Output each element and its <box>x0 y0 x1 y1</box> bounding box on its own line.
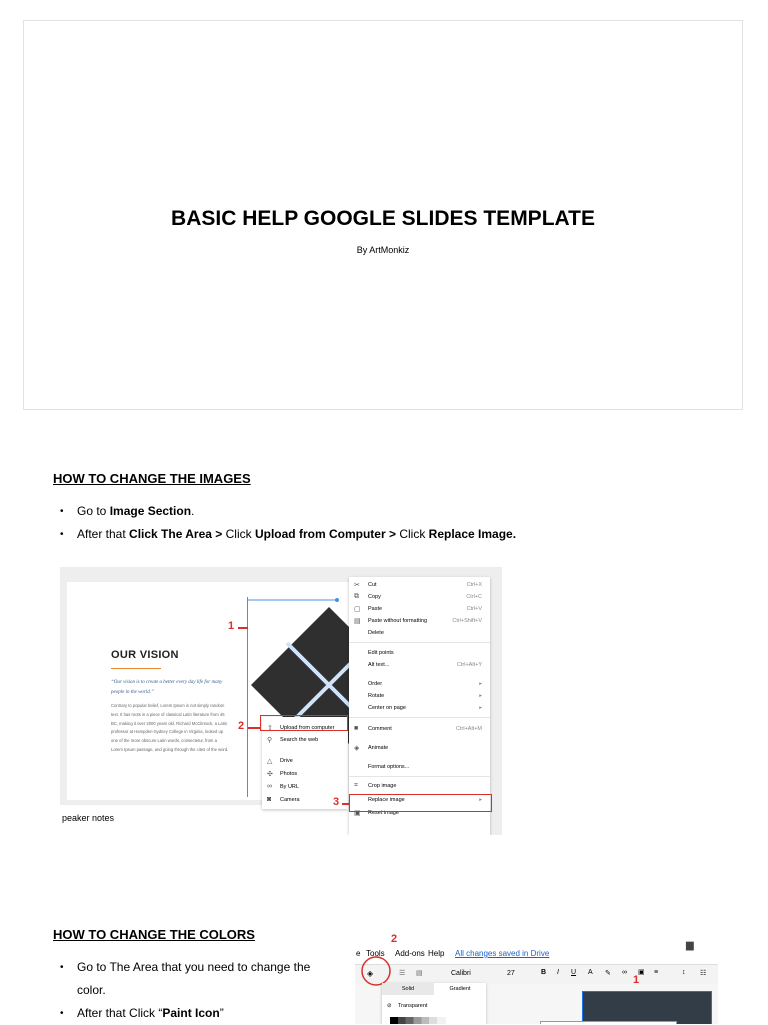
paste-icon: ▢ <box>354 606 361 613</box>
photos-icon: ✣ <box>267 771 273 778</box>
callout-2: 2 <box>238 720 245 732</box>
title-slide <box>23 20 743 410</box>
callout-2: 2 <box>391 933 398 945</box>
tab-gradient[interactable]: Gradient <box>449 986 471 992</box>
context-menu-label: Order <box>368 681 383 687</box>
context-menu-label: Paste <box>368 606 383 612</box>
context-menu-shortcut: Ctrl+V <box>466 606 482 612</box>
submenu-camera[interactable]: ◙ Camera <box>267 796 300 803</box>
camera-icon: ◙ <box>267 796 272 803</box>
search-icon: ⚲ <box>267 737 273 744</box>
colors-bullets <box>60 956 320 1025</box>
border-weight-icon[interactable]: ☰ <box>399 970 406 977</box>
context-menu-shortcut: ▸ <box>479 681 482 687</box>
cut-icon: ✂ <box>354 582 360 589</box>
context-menu-label: Rotate <box>368 693 385 699</box>
vision-title: OUR VISION <box>111 649 179 661</box>
underline-button[interactable]: U <box>571 969 577 976</box>
context-menu-shortcut: Ctrl+Alt+Y <box>456 662 482 668</box>
submenu-drive[interactable]: △ Drive <box>267 758 293 765</box>
context-menu-label: Center on page <box>368 705 406 711</box>
context-menu-item[interactable] <box>349 659 490 671</box>
menu-addons[interactable]: Add-ons <box>395 949 425 958</box>
crop-icon: ⌗ <box>354 782 358 789</box>
context-menu-item[interactable] <box>349 690 490 702</box>
callout-2-line <box>248 727 260 729</box>
menu-tools[interactable]: Tools <box>366 949 385 958</box>
context-menu-item[interactable] <box>349 627 490 639</box>
context-menu-label: Comment <box>368 726 392 732</box>
context-menu-shortcut: Ctrl+Shift+V <box>452 618 482 624</box>
images-bullet-2: • After that Click The Area > Click Upload from Computer > Click Replace Image. <box>60 523 516 546</box>
menu-divider <box>349 642 490 643</box>
callout-box-replace <box>349 794 492 812</box>
submenu-photos[interactable]: ✣ Photos <box>267 771 298 778</box>
copy-icon: ⧉ <box>354 593 359 600</box>
colors-bullet-1: • Go to The Area that you need to change the color. <box>60 956 320 1002</box>
context-menu-label: Delete <box>368 630 384 636</box>
slide-title: BASIC HELP GOOGLE SLIDES TEMPLATE <box>171 207 595 230</box>
context-menu-label: Paste without formatting <box>368 618 428 624</box>
context-menu-shortcut: ▸ <box>479 693 482 699</box>
submenu-upload[interactable]: ⇧ Upload from computer <box>267 725 335 732</box>
transparent-icon: ⊘ <box>387 1003 392 1009</box>
context-menu-label: Reset image <box>368 810 399 816</box>
context-menu-label: Alt text... <box>368 662 390 668</box>
menu-help[interactable]: Help <box>428 949 445 958</box>
context-menu-label: Edit points <box>368 650 394 656</box>
tab-solid[interactable]: Solid <box>382 983 434 995</box>
list-icon[interactable]: ☷ <box>700 970 707 977</box>
border-dash-icon[interactable]: ▤ <box>416 970 423 977</box>
colors-heading: HOW TO CHANGE THE COLORS <box>53 927 255 942</box>
context-menu-item[interactable] <box>349 647 490 659</box>
context-menu-shortcut: Ctrl+C <box>466 594 482 600</box>
context-menu-item[interactable] <box>349 761 490 773</box>
line-spacing-icon[interactable]: ↕ <box>682 969 686 976</box>
context-menu-item[interactable] <box>349 615 490 627</box>
saved-status[interactable]: All changes saved in Drive <box>455 949 550 958</box>
fill-color-panel <box>382 983 486 1024</box>
drive-icon: △ <box>267 758 273 765</box>
callout-3-line <box>342 803 349 805</box>
context-menu-label: Copy <box>368 594 381 600</box>
context-menu-item[interactable] <box>349 603 490 615</box>
menu-divider <box>349 776 490 777</box>
comment-icon: ■ <box>354 725 359 732</box>
context-menu-item[interactable] <box>349 702 490 714</box>
context-menu-item[interactable] <box>349 579 490 591</box>
images-bullets <box>60 500 516 546</box>
paint-bucket-icon[interactable]: ◈ <box>367 969 374 978</box>
context-menu-label: Crop image <box>368 783 397 789</box>
paste-plain-icon: ▤ <box>354 618 361 625</box>
replace-image-screenshot <box>60 567 502 835</box>
submenu-search[interactable]: ⚲ Search the web <box>267 737 319 744</box>
context-menu-label: Replace image <box>368 797 405 803</box>
vision-body: Contrary to popular belief, Lorem Ipsum is not simply random text. It has roots in a piece of classical Latin literature from 45 BC, making it over 2000 years old. Richard McClintock, a Latin professor at Hampden-Sydney College in Virginia, looked up one of the more obscure Latin words, consectetur, from a Lorem Ipsum passage, and going through the cites of the word. <box>111 703 229 752</box>
link-icon: ∞ <box>267 783 272 790</box>
highlight-icon[interactable]: ✎ <box>605 970 611 977</box>
link-icon[interactable]: ∞ <box>622 969 627 976</box>
context-menu-shortcut: ▸ <box>479 797 482 803</box>
callout-3: 3 <box>333 796 340 808</box>
images-bullet-1: • Go to Image Section. <box>60 500 516 523</box>
comment-icon[interactable]: ▆ <box>686 940 694 951</box>
callout-box-upload <box>260 715 348 731</box>
text-color-button[interactable]: A <box>588 969 593 976</box>
context-menu-item[interactable] <box>349 780 490 792</box>
context-menu-item[interactable] <box>349 591 490 603</box>
context-menu-shortcut: ▸ <box>479 705 482 711</box>
callout-1: 1 <box>228 620 235 632</box>
context-menu-shortcut: Ctrl+Alt+M <box>456 726 482 732</box>
vision-quote: “Our vision is to create a better every day life for many people in the world.” <box>111 680 223 695</box>
reset-icon: ▣ <box>354 810 361 817</box>
vision-underline <box>111 668 161 669</box>
images-heading: HOW TO CHANGE THE IMAGES <box>53 471 251 486</box>
menu-divider <box>349 717 490 718</box>
context-menu-label: Format options... <box>368 764 410 770</box>
toolbar <box>355 964 718 984</box>
italic-button[interactable]: I <box>557 969 559 976</box>
selected-shape[interactable] <box>582 991 712 1024</box>
font-size[interactable]: 27 <box>507 970 515 977</box>
animate-icon: ◈ <box>354 745 360 752</box>
menu-bar <box>355 928 718 966</box>
color-swatches[interactable] <box>390 1017 446 1024</box>
speaker-notes[interactable]: peaker notes <box>60 805 352 835</box>
slide-subtitle: By ArtMonkiz <box>356 245 410 255</box>
context-menu-item[interactable] <box>349 678 490 690</box>
context-menu-item[interactable] <box>349 723 490 735</box>
menu-edit[interactable]: e <box>356 949 361 958</box>
upload-icon: ⇧ <box>267 725 273 732</box>
context-menu-label: Animate <box>368 745 389 751</box>
context-menu-shortcut: Ctrl+X <box>466 582 482 588</box>
bold-button[interactable]: B <box>541 969 547 976</box>
context-menu-label: Cut <box>368 582 377 588</box>
context-menu-item[interactable] <box>349 742 490 754</box>
transparent-option[interactable]: Transparent <box>398 1003 428 1009</box>
colors-bullet-2: • After that Click “Paint Icon” <box>60 1002 320 1025</box>
callout-1: 1 <box>633 974 640 986</box>
paint-icon-screenshot <box>355 928 718 1024</box>
callout-1-line <box>238 627 248 629</box>
submenu-url[interactable]: ∞ By URL <box>267 783 299 790</box>
comment-add-icon[interactable]: ▣ <box>638 969 645 976</box>
align-icon[interactable]: ≡ <box>654 969 659 976</box>
font-select[interactable]: Calibri <box>451 970 471 977</box>
